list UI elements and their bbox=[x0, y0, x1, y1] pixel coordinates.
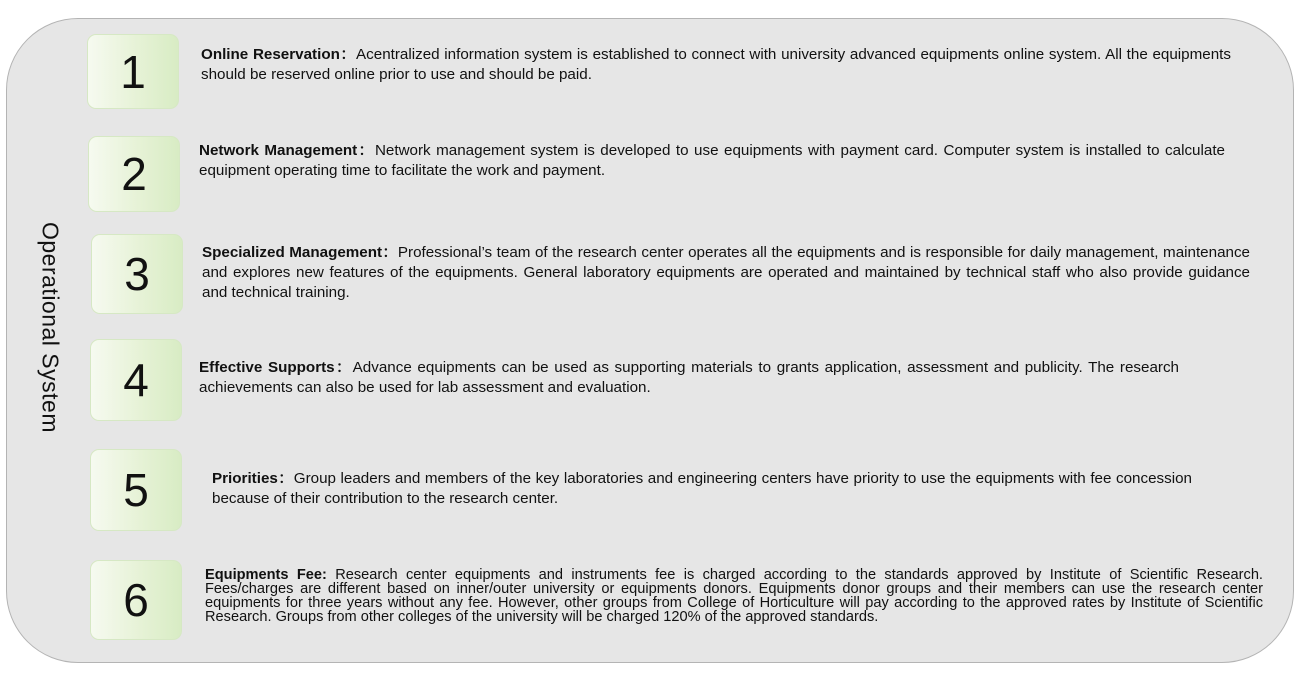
side-label bbox=[20, 215, 80, 440]
step-number-5: 5 bbox=[123, 464, 149, 516]
step-body-2: Network management system is developed to use equipments with payment card. Computer system is installed to calculate equipment operating time to facilitate the work and payment. bbox=[199, 142, 1225, 179]
step-number-box-5 bbox=[90, 449, 182, 531]
side-label-text: Operational System bbox=[37, 222, 64, 433]
step-number-6: 6 bbox=[123, 574, 149, 626]
step-title-4: Effective Supports： bbox=[199, 359, 353, 376]
step-body-5: Group leaders and members of the key laboratories and engineering centers have priority to use the equipments with fee concession because of their contribution to the research center. bbox=[212, 470, 1193, 507]
step-number-box-1 bbox=[87, 34, 179, 109]
step-number-box-4 bbox=[90, 339, 182, 421]
step-body-6: Research center equipments and instruments fee is charged according to the standards approved by Institute of Scientific Research. Fees/charges are different based on inner/outer university or equipments donors. Equipments donor groups and their members can use the research center equipments for three years without any fee. However, other groups from College of Horticulture will pay according to the approved rates by Institute of Scientific Research. Groups from other colleges of the university will be charged 120% of the approved standards. bbox=[205, 567, 1263, 625]
step-text-5 bbox=[212, 469, 1192, 509]
step-text-3 bbox=[202, 243, 1250, 303]
step-number-box-3 bbox=[91, 234, 183, 314]
step-title-1: Online Reservation： bbox=[201, 46, 357, 63]
step-number-1: 1 bbox=[120, 45, 146, 98]
step-text-2 bbox=[199, 141, 1225, 181]
step-text-4 bbox=[199, 358, 1179, 398]
step-number-box-6 bbox=[90, 560, 182, 640]
step-title-3: Specialized Management： bbox=[202, 244, 398, 261]
step-number-box-2 bbox=[88, 136, 180, 212]
step-body-4: Advance equipments can be used as supporting materials to grants application, assessment and publicity. The research achievements can also be used for lab assessment and evaluation. bbox=[199, 359, 1179, 396]
step-body-3: Professional’s team of the research center operates all the equipments and is responsible for daily management, maintenance and explores new features of the equipments. General laboratory equipments are operated and maintained by technical staff who also provide guidance and technical training. bbox=[202, 244, 1251, 301]
step-number-2: 2 bbox=[121, 148, 147, 200]
step-title-5: Priorities： bbox=[212, 470, 294, 487]
step-number-3: 3 bbox=[124, 248, 150, 300]
step-text-1 bbox=[201, 45, 1231, 85]
step-title-2: Network Management： bbox=[199, 142, 375, 159]
step-number-4: 4 bbox=[123, 354, 149, 406]
step-body-1: Acentralized information system is established to connect with university advanced equipments online system. All the equipments should be reserved online prior to use and should be paid. bbox=[201, 46, 1231, 83]
step-title-6: Equipments Fee: bbox=[205, 567, 327, 583]
step-text-6 bbox=[205, 568, 1263, 624]
